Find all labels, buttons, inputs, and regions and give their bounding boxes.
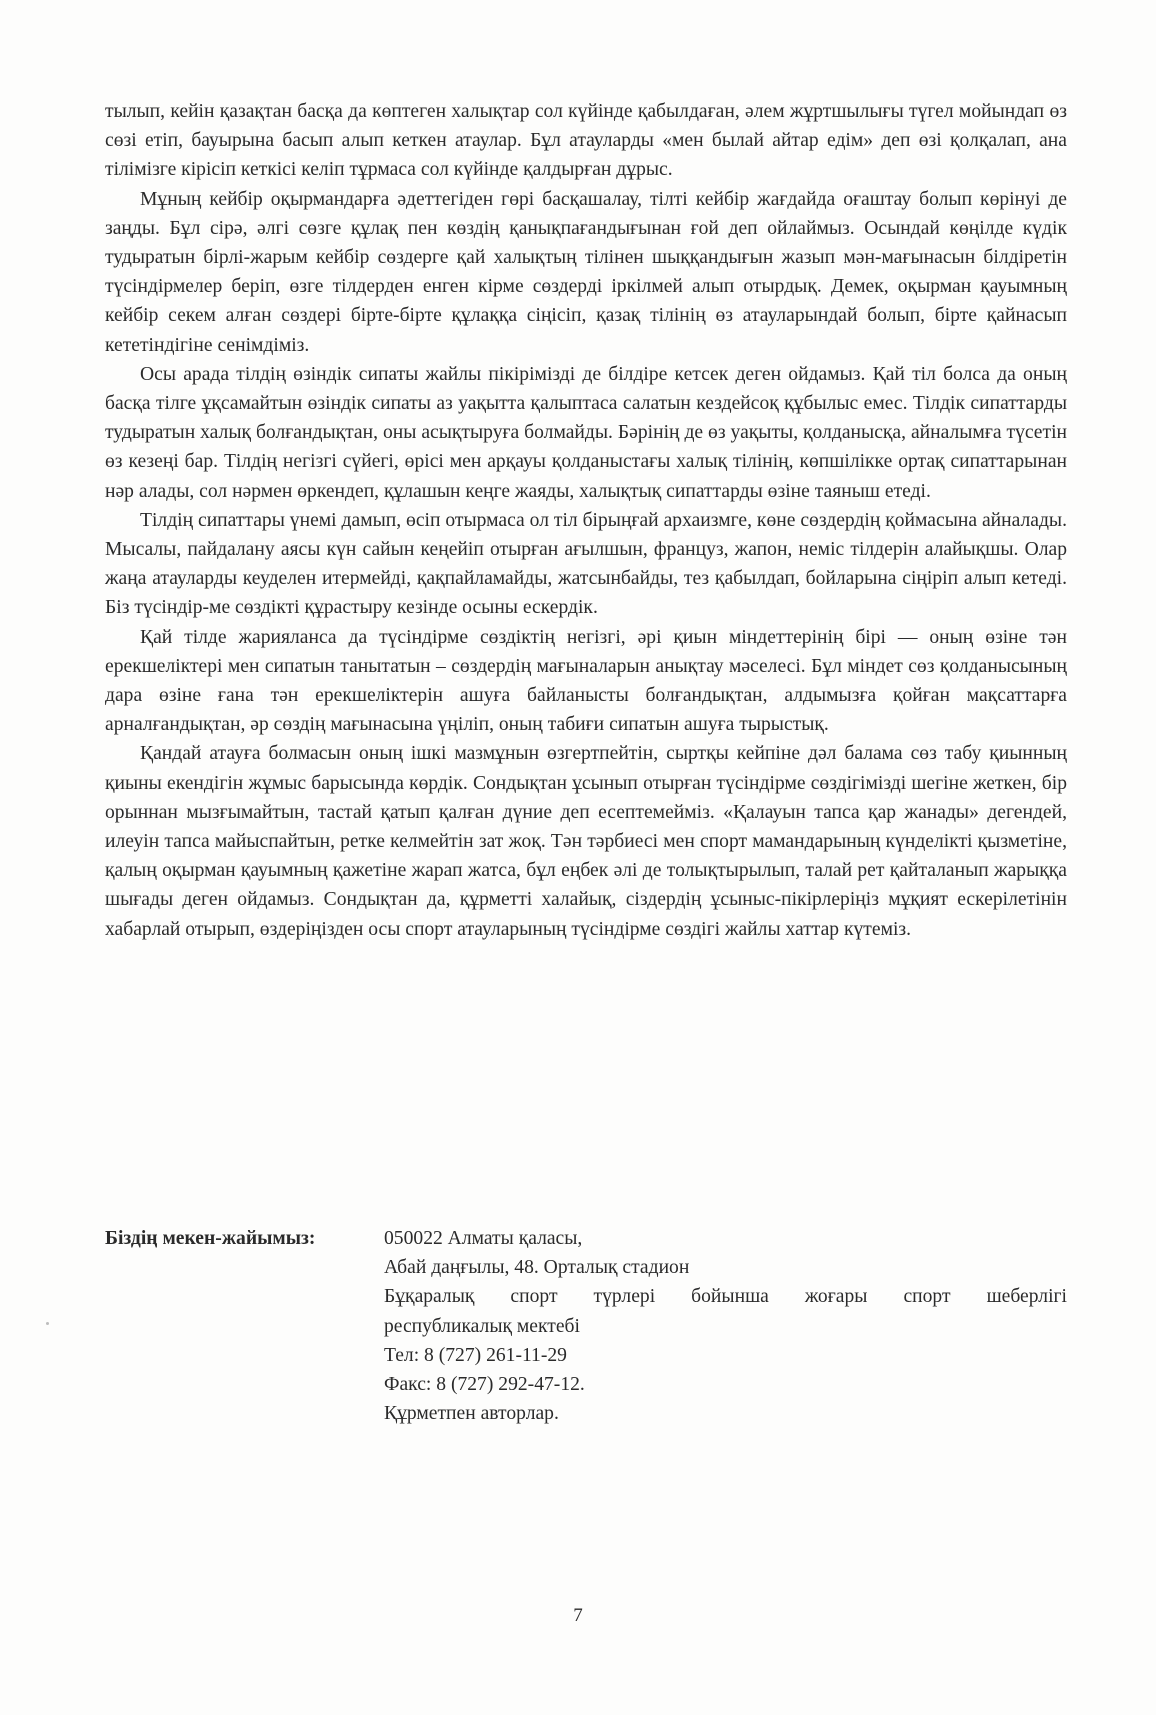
paragraph: Мұның кейбір оқырмандарға әдеттегіден гөрі басқашалау, тілті кейбір жағдайда оғаштау болып көрінуі де заңды. Бұл сірә, әлгі сөзге құлақ пен көздің қанықпағандығынан ғой деп ойлаймыз. Осындай көңілде күдік тудыратын бірлі-жарым кейбір сөздерге қай халықтың тілінен шыққандығын жазып мән-мағынасын білдіретін түсіндірмелер беріп, өзге тілдерден енген кірме сөздерді іркілмей алып отырдық. Демек, оқырман қауымның кейбір секем алған сөздері бірте-бірте құлаққа сіңісіп, қазақ тілінің өз атауларындай болып, бірте қайнасып кететіндігіне сенімдіміз.	[105, 188, 1067, 356]
paper-speck	[46, 1322, 49, 1325]
address-label: Біздің мекен-жайымыз:	[105, 1228, 316, 1249]
paragraph: Қандай атауға болмасын оның ішкі мазмұнын өзгертпейтін, сыртқы кейпіне дәл балама сөз табу қиынның қиыны екендігін жұмыс барысында көрдік. Сондықтан ұсынып отырған түсіндірме сөздігімізді шегіне жеткен, бір орыннан мызғымайтын, тастай қатып қалған дүние деп есептемейміз. «Қалауын тапса қар жанады» дегендей, илеуін тапса майыспайтын, ретке келмейтін зат жоқ. Тән тәрбиесі мен спорт мамандарының күнделікті қызметіне, қалың оқырман қауымның қажетіне жарап жатса, бұл еңбек әлі де толықтырылып, талай рет қайталанып жарыққа шығады деген ойдамыз. Сондықтан да, құрметті халайық, сіздердің ұсыныс-пікірлеріңіз мұқият ескерілетінін хабарлай отырып, өздеріңізден осы спорт атауларының түсіндірме сөздігі жайлы хаттар күтеміз.	[105, 743, 1067, 940]
body-text	[105, 97, 1067, 944]
address-line: республикалық мектебі	[384, 1315, 580, 1337]
paragraph: Осы арада тілдің өзіндік сипаты жайлы пікірімізді де білдіре кетсек деген ойдамыз. Қай тіл болса да оның басқа тілге ұқсамайтын өзіндік сипаты аз уақытта қалыптаса салатын кездейсоқ құбылыс емес. Тілдік сипаттарды тудыратын халық болғандықтан, оны асықтыруға болмайды. Бәрінің де өз уақыты, қолданысқа, айналымға түсетін өз кезеңі бар. Тілдің негізгі сүйегі, өрісі мен арқауы қолданыстағы халық тілінің, көпшілікке ортақ сипаттарынан нәр алады, сол нәрмен өркендеп, құлашын кеңге жаяды, халықтық сипаттарды өзіне таяныш етеді.	[105, 363, 1067, 502]
address-lines	[384, 1224, 1067, 1428]
address-line: Абай даңғылы, 48. Орталық стадион	[384, 1257, 690, 1279]
paragraph: тылып, кейін қазақтан басқа да көптеген халықтар сол күйінде қабылдаған, әлем жұртшылығы түгел мойындап өз сөзі етіп, бауырына басып алып кеткен атаулар. Бұл атауларды «мен былай айтар едім» деп өзі қолқалап, ана тілімізге кірісіп кеткісі келіп тұрмаса сол күйінде қалдырған дұрыс.	[105, 101, 1067, 181]
phone-line: Тел: 8 (727) 261-11-29	[384, 1344, 567, 1366]
paragraph: Тілдің сипаттары үнемі дамып, өсіп отырмаса ол тіл бірыңғай архаизмге, көне сөздердің қоймасына айналады. Мысалы, пайдалану аясы күн сайын кеңейіп отырған ағылшын, француз, жапон, неміс тілдерін алайықшы. Олар жаңа атауларды кеуделен итермейді, қақпайламайды, жатсынбайды, тез қабылдап, бойларына сіңіріп алып кетеді. Біз түсіндір-ме сөздікті құрастыру кезінде осыны ескердік.	[105, 509, 1067, 619]
paragraph: Қай тілде жарияланса да түсіндірме сөздіктің негізгі, әрі қиын міндеттерінің бірі — оның өзіне тән ерекшеліктері мен сипатын танытатын – сөздердің мағыналарын анықтау мәселесі. Бұл міндет сөз қолданысының дара өзіне ғана тән ерекшеліктерін ашуға байланысты болғандықтан, алдымызға қойған мақсаттарға арналғандықтан, әр сөздің мағынасына үңіліп, оның табиғи сипатын ашуға тырыстық.	[105, 626, 1067, 736]
address-line: Бұқаралық спорт түрлері бойынша жоғары спорт шеберлігі	[384, 1286, 1067, 1308]
fax-line: Факс: 8 (727) 292-47-12.	[384, 1374, 585, 1396]
page-number: 7	[573, 1605, 583, 1626]
address-line: 050022 Алматы қаласы,	[384, 1228, 583, 1249]
signature-line: Құрметпен авторлар.	[384, 1403, 559, 1425]
